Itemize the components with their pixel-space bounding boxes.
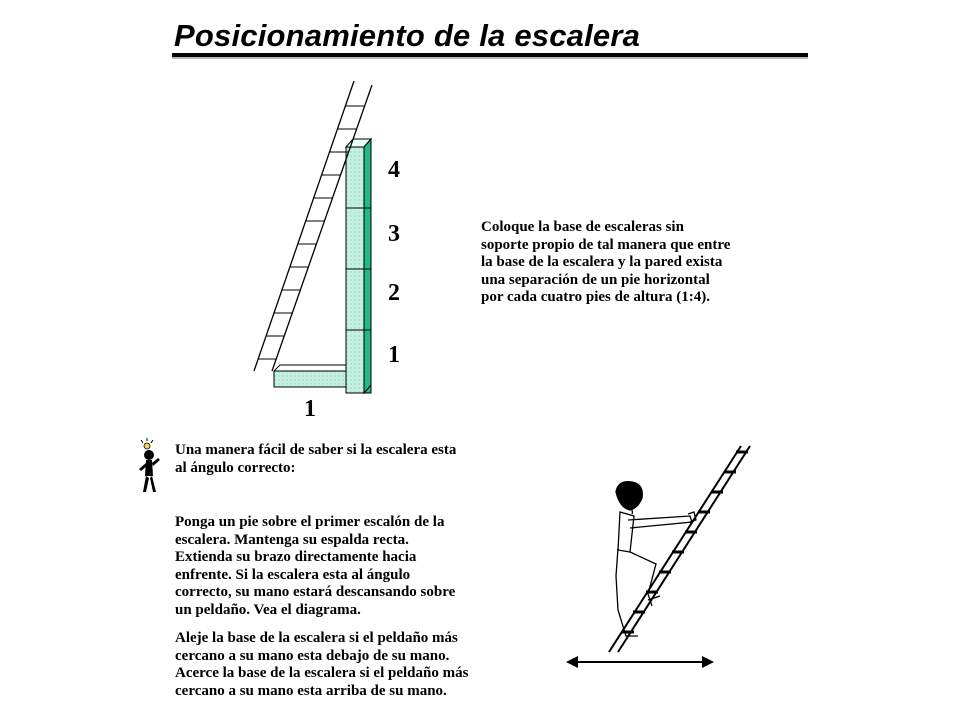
tip-adjust-line: cercano a su mano esta arriba de su mano. [175,682,447,699]
tip-step-line: escalera. Mantenga su espalda recta. [175,531,409,548]
distance-arrow [566,656,714,668]
ladder-wall-ratio-diagram [230,75,380,395]
tip-adjust-line: Aleje la base de la escalera si el peldaño más [175,630,458,646]
ratio-line: Coloque la base de escaleras sin [481,219,684,235]
height-label-2: 2 [388,280,400,306]
page-title: Posicionamiento de la escalera [174,18,641,53]
height-label-4: 4 [388,157,400,183]
tip-intro-line: al ángulo correcto: [175,459,296,476]
tip-step-line: Ponga un pie sobre el primer escalón de la [175,514,445,530]
ratio-line: por cada cuatro pies de altura (1:4). [481,289,711,305]
tip-adjust-line: cercano a su mano esta debajo de su mano. [175,647,450,664]
person-illustration [616,482,696,636]
tip-steps [175,514,455,619]
tip-step-line: un peldaño. Vea el diagrama. [175,601,361,618]
tip-step-line: correcto, su mano estará descansando sobre [175,584,456,600]
ratio-line: una separación de un pie horizontal [481,271,710,288]
tip-intro-line: Una manera fácil de saber si la escalera esta [175,442,457,458]
title-underline [172,53,808,59]
tip-adjust [175,630,468,700]
tip-step-line: Extienda su brazo directamente hacia [175,549,417,565]
wall-illustration [346,139,371,393]
height-label-3: 3 [388,221,400,247]
arm-test-diagram [560,440,760,680]
base-label-1: 1 [304,396,316,422]
tip-intro [175,442,456,477]
height-label-1: 1 [388,342,400,368]
tip-adjust-line: Acerce la base de la escalera si el peldaño más [175,665,469,681]
ratio-line: soporte propio de tal manera que entre [481,236,731,253]
ratio-line: la base de la escalera y la pared exista [481,254,723,270]
tip-step-line: enfrente. Si la escalera esta al ángulo [175,566,411,583]
ground-block [274,365,346,387]
idea-person-icon [134,436,164,496]
ratio-instruction [481,219,730,307]
